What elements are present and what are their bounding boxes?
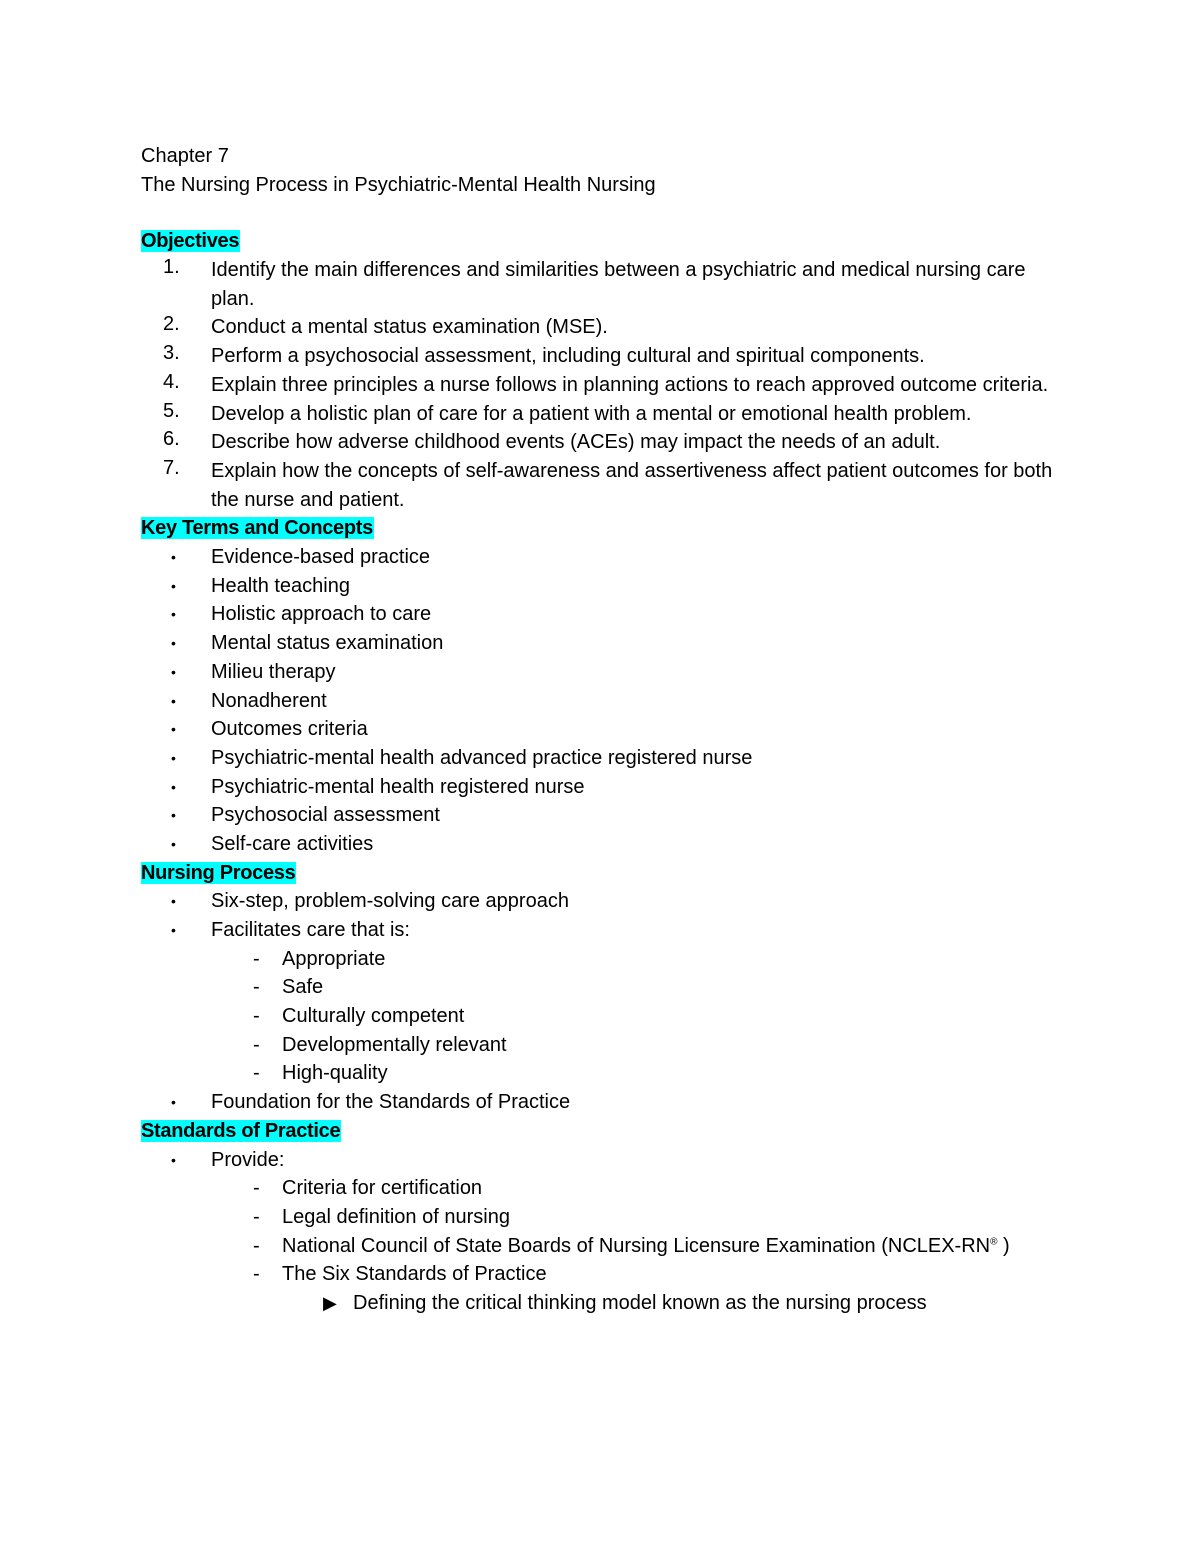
list-item: • Holistic approach to care <box>141 600 1061 629</box>
sub-list-item: - Developmentally relevant <box>141 1031 1061 1060</box>
standards-heading: Standards of Practice <box>141 1119 341 1142</box>
list-item: 5. Develop a holistic plan of care for a patient with a mental or emotional health problem. <box>163 399 972 425</box>
list-item: • Evidence-based practice <box>141 543 1061 572</box>
dash-icon: - <box>253 1005 260 1028</box>
dash-icon: - <box>253 1234 260 1257</box>
bullet-icon: • <box>171 635 176 652</box>
dash-icon: - <box>253 1263 260 1286</box>
list-item: • Self-care activities <box>141 830 1061 859</box>
sub-list-item: - Culturally competent <box>141 1002 1061 1031</box>
nursing-process-list <box>141 887 1061 1117</box>
sub-list-item: - National Council of State Boards of Nursing Licensure Examination (NCLEX-RN® ) <box>141 1232 1061 1261</box>
list-item: • Milieu therapy <box>141 658 1061 687</box>
bullet-icon: • <box>171 577 176 594</box>
bullet-icon: • <box>171 835 176 852</box>
bullet-icon: • <box>171 807 176 824</box>
chapter-title: The Nursing Process in Psychiatric-Mental Health Nursing <box>141 173 656 196</box>
list-item: • Nonadherent <box>141 687 1061 716</box>
list-item: 7. Explain how the concepts of self-awareness and assertiveness affect patient outcomes for both the nurse and patient. <box>163 456 1053 511</box>
registered-mark: ® <box>990 1235 998 1247</box>
bullet-icon: • <box>171 663 176 680</box>
key-terms-heading: Key Terms and Concepts <box>141 517 373 540</box>
list-item: • Health teaching <box>141 572 1061 601</box>
bullet-icon: • <box>171 721 176 738</box>
objectives-heading: Objectives <box>141 230 240 253</box>
standards-list <box>141 1146 1061 1318</box>
objectives-list <box>141 256 1061 514</box>
dash-icon: - <box>253 976 260 999</box>
list-item: • Facilitates care that is: <box>141 916 1061 945</box>
list-item: 4. Explain three principles a nurse follows in planning actions to reach approved outcome criteria. <box>163 370 1049 396</box>
list-item: • Psychiatric-mental health advanced practice registered nurse <box>141 744 1061 773</box>
bullet-icon: • <box>171 922 176 939</box>
bullet-icon: • <box>171 549 176 566</box>
list-item: • Six-step, problem-solving care approach <box>141 887 1061 916</box>
bullet-icon: • <box>171 692 176 709</box>
sub-list-item: - High-quality <box>141 1059 1061 1088</box>
sub-list-item: - Legal definition of nursing <box>141 1203 1061 1232</box>
list-item: 2. Conduct a mental status examination (MSE). <box>163 313 608 339</box>
chapter-label: Chapter 7 <box>141 145 229 167</box>
sub-list-item: - Appropriate <box>141 945 1061 974</box>
nursing-process-heading: Nursing Process <box>141 861 296 884</box>
list-item: • Outcomes criteria <box>141 715 1061 744</box>
list-item: • Psychiatric-mental health registered nurse <box>141 773 1061 802</box>
list-item: • Psychosocial assessment <box>141 801 1061 830</box>
bullet-icon: • <box>171 778 176 795</box>
key-terms-list <box>141 543 1061 859</box>
bullet-icon: • <box>171 749 176 766</box>
sub-list-item: - Criteria for certification <box>141 1174 1061 1203</box>
bullet-icon: • <box>171 1094 176 1111</box>
bullet-icon: • <box>171 893 176 910</box>
document-body <box>141 142 1061 1318</box>
dash-icon: - <box>253 1033 260 1056</box>
list-item: • Mental status examination <box>141 629 1061 658</box>
bullet-icon: • <box>171 606 176 623</box>
list-item: • Provide: <box>141 1146 1061 1175</box>
list-item: 1. Identify the main differences and similarities between a psychiatric and medical nursing care plan. <box>163 256 1026 310</box>
nested-list-item: ▶ Defining the critical thinking model known as the nursing process <box>141 1289 1061 1318</box>
list-item: 3. Perform a psychosocial assessment, including cultural and spiritual components. <box>163 342 925 368</box>
arrow-right-icon: ▶ <box>323 1292 337 1313</box>
dash-icon: - <box>253 1205 260 1228</box>
dash-icon: - <box>253 947 260 970</box>
dash-icon: - <box>253 1177 260 1200</box>
dash-icon: - <box>253 1062 260 1085</box>
sub-list-item: - Safe <box>141 973 1061 1002</box>
sub-list-item: - The Six Standards of Practice <box>141 1260 1061 1289</box>
bullet-icon: • <box>171 1151 176 1168</box>
list-item: 6. Describe how adverse childhood events (ACEs) may impact the needs of an adult. <box>163 428 941 454</box>
list-item: • Foundation for the Standards of Practice <box>141 1088 1061 1117</box>
